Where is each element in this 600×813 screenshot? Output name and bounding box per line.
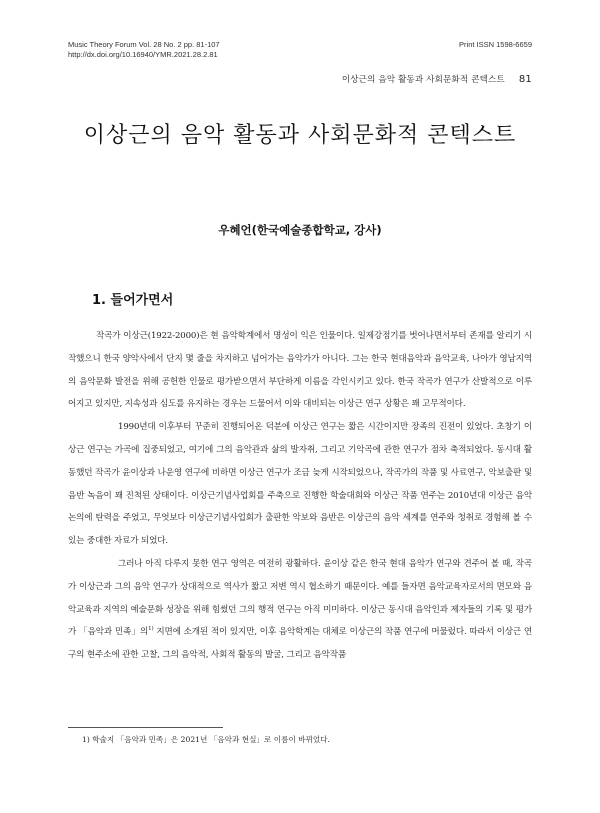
running-title: 이상근의 음악 활동과 사회문화적 콘텍스트 — [341, 75, 505, 85]
footnote-text: 학술지 「음악과 민족」은 2021년 「음악과 현실」로 이름이 바뀌었다. — [92, 735, 330, 744]
footnote — [82, 734, 330, 745]
paragraph-3 — [68, 553, 532, 667]
journal-volume-line: Music Theory Forum Vol. 28 No. 2 pp. 81-107 — [68, 40, 220, 49]
running-header — [342, 73, 532, 85]
paragraph-3-text: 그러나 아직 다루지 못한 연구 영역은 여전히 광활하다. 윤이상 같은 한국 현대 음악가 연구와 견주어 볼 때, 작곡가 이상근과 그의 음악 연구가 상대적으로 역사가 짧고 저변 역시 협소하기 때문이다. 예를 들자면 음악교육자로서의 면모와 음악교육과 지역의 예술문화 성장을 위해 힘썼던 그의 행적 연구는 아직 미미하다. 이상근 동시대 음악인과 제자들의 기록 및 평가가 「음악과 민족」의 — [68, 558, 532, 638]
footnote-marker: 1) — [82, 735, 90, 744]
footnote-divider — [68, 727, 223, 728]
doi-line[interactable]: http://dx.doi.org/10.16940/YMR.2021.28.2.81 — [68, 50, 218, 59]
body-text — [68, 325, 532, 667]
paragraph-2: 1990년대 이후부터 꾸준히 진행되어온 덕분에 이상근 연구는 짧은 시간이지만 장족의 진전이 있었다. 초창기 이상근 연구는 가곡에 집중되었고, 여기에 그의 음악관과 삶의 발자취, 그리고 기악곡에 관한 연구가 점차 축적되었다. 동시대 활동했던 작곡가 윤이상과 나운영 연구에 비하면 이상근 연구가 조금 늦게 시작되었으나, 작곡가의 작품 및 사료연구, 악보출판 및 음반 녹음이 꽤 진척된 상태이다. 이상근기념사업회를 주축으로 진행한 학술대회와 이상근 작품 연주는 2010년대 이상근 음악 논의에 탄력을 주었고, 무엇보다 이상근기념사업회가 출판한 악보와 음반은 이상근의 음악 세계를 연주와 청취로 경험해 볼 수 있는 중대한 자료가 되었다. — [68, 422, 532, 547]
journal-citation — [68, 40, 220, 60]
article-title: 이상근의 음악 활동과 사회문화적 콘텍스트 — [83, 123, 517, 148]
paragraph-3-tail: 지면에 소개된 적이 있지만, 이후 음악학계는 대체로 이상근의 작품 연구에 머물렀다. 따라서 이상근 연구의 현주소에 관한 고찰, 그의 음악적, 사회적 활동의 발굴, 그리고 음악작품 — [68, 627, 532, 661]
page-number: 81 — [518, 74, 532, 85]
author-affiliation: 우혜언(한국예술종합학교, 강사) — [218, 223, 382, 237]
section-heading: 1. 들어가면서 — [92, 293, 174, 308]
issn-label: Print ISSN 1598-6659 — [459, 40, 532, 49]
paragraph-1: 작곡가 이상근(1922-2000)은 현 음악학계에서 명성이 익은 인물이다. 일제강점기를 벗어나면서부터 존재를 알리기 시작했으니 한국 양악사에서 단지 몇 줄을 차지하고 넘어가는 음악가가 아니다. 그는 한국 현대음악과 음악교육, 나아가 영남지역의 음악문화 발전을 위해 공헌한 인물로 평가받으면서 부단하게 이름을 각인시키고 있다. 한국 작곡가 연구가 산발적으로 이루어지고 있지만, 지속성과 심도를 유지하는 경우는 드물어서 이와 대비되는 이상근 연구 상황은 꽤 고무적이다. — [68, 331, 532, 410]
footnote-ref[interactable]: 1) — [148, 626, 154, 633]
